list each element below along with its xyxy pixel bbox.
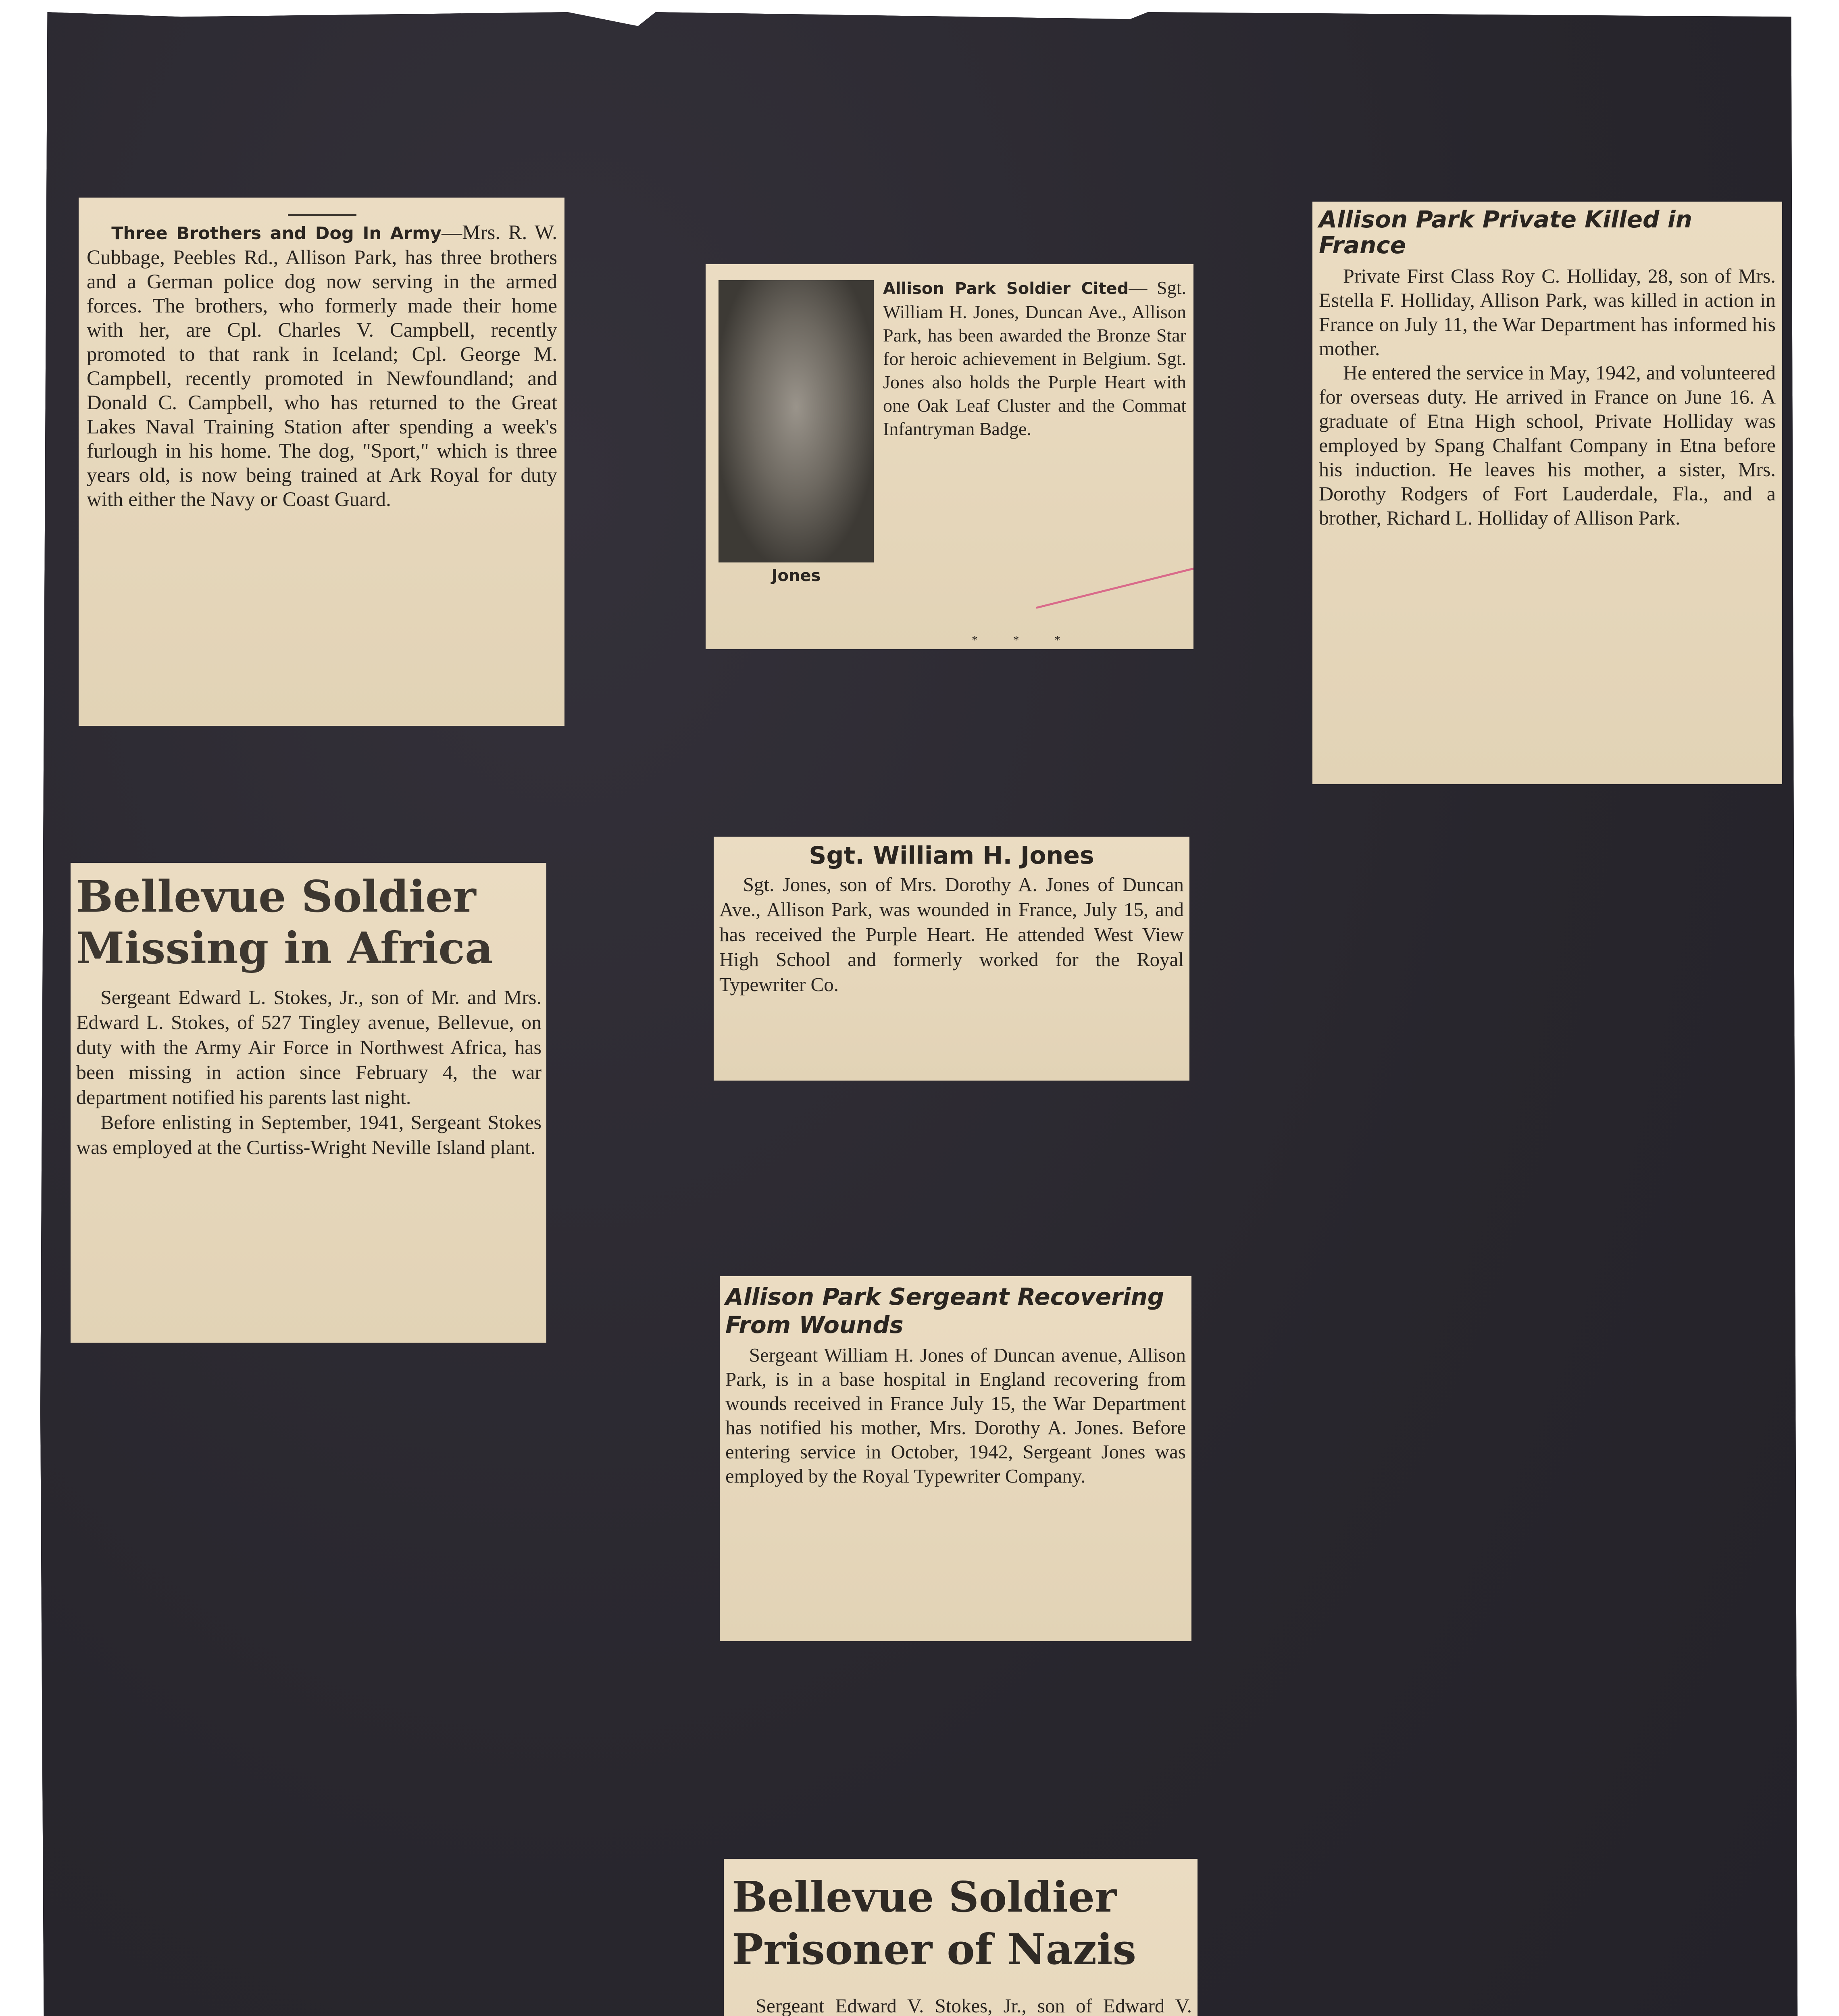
clipping-body — [883, 276, 1186, 441]
clipping-paragraph: Before enlisting in September, 1941, Sergeant Stokes was employed at the Curtiss-Wright Neville Island plant. — [76, 1111, 541, 1158]
clipping-headline: Bellevue Soldier Prisoner of Nazis — [732, 1872, 1137, 1974]
clipping-body-text: — Sgt. William H. Jones, Duncan Ave., Allison Park, has been awarded the Bronze Star for heroic achievement in Belgium. Sgt. Jones also holds the Purple Heart with one Oak Leaf Cluster and the Commat Infantryman Badge. — [883, 277, 1186, 439]
star-ornament: * * * — [972, 633, 1077, 647]
clipping-body: Sgt. Jones, son of Mrs. Dorothy A. Jones of Duncan Ave., Allison Park, was wounded in France, July 15, and has received the Purple Heart. He attended West View High School and formerly worked for the Royal Typewriter Co. — [719, 873, 1184, 996]
clipping-headline: Allison Park Private Killed in France — [1319, 206, 1692, 259]
clipping-recovering-from-wounds — [720, 1276, 1191, 1641]
clipping-three-brothers — [79, 198, 564, 726]
divider-rule — [288, 214, 356, 216]
clipping-headline: Bellevue Soldier Missing in Africa — [76, 871, 494, 974]
clipping-soldier-cited — [706, 264, 1193, 649]
pen-mark — [1036, 552, 1193, 609]
clipping-lead: Three Brothers and Dog In Army — [111, 223, 442, 244]
clipping-body: Sergeant William H. Jones of Duncan avenue, Allison Park, is in a base hospital in England recovering from wounds received in France July 15, the War Department has notified his mother, Mrs. Dorothy A. Jones. Before entering service in October, 1942, Sergeant Jones was employed by the Royal Typewriter Company. — [725, 1344, 1186, 1487]
clipping-paragraph: He entered the service in May, 1942, and volunteered for overseas duty. He arrived in France on June 16. A graduate of Etna High school, Private Holliday was employed by Spang Chalfant Company in Etna before his induction. He leaves his mother, a sister, Mrs. Dorothy Rodgers of Fort Lauderdale, Fla., and a brother, Richard L. Holliday of Allison Park. — [1319, 361, 1776, 529]
portrait-image — [719, 280, 874, 562]
clipping-prisoner-of-nazis — [724, 1859, 1198, 2016]
clipping-headline: Sgt. William H. Jones — [809, 841, 1094, 870]
clipping-sgt-jones — [714, 837, 1189, 1081]
clipping-paragraph: Private First Class Roy C. Holliday, 28, son of Mrs. Estella F. Holliday, Allison Park, was killed in action in France on July 11, the War Department has informed his mother. — [1319, 264, 1776, 360]
photo-caption: Jones — [771, 566, 821, 585]
clipping-missing-in-africa — [71, 863, 546, 1343]
clipping-body-text: —Mrs. R. W. Cubbage, Peebles Rd., Allison Park, has three brothers and a German police dog now serving in the armed forces. The brothers, who formerly made their home with her, are Cpl. Charles V. Campbell, recently promoted to that rank in Iceland; Cpl. George M. Campbell, recently promoted in Newfoundland; and Donald C. Campbell, who has returned to the Great Lakes Naval Training Station after spending a week's furlough in his home. The dog, "Sport," which is three years old, is now being trained at Ark Royal for duty with either the Navy or Coast Guard. — [87, 221, 557, 511]
clipping-paragraph: Sergeant Edward L. Stokes, Jr., son of Mr. and Mrs. Edward L. Stokes, of 527 Tingley avenue, Bellevue, on duty with the Army Air Force in Northwest Africa, has been missing in action since February 4, the war department notified his parents last night. — [76, 986, 541, 1108]
clipping-body: Sergeant Edward V. Stokes, Jr., son of Edward V. — [755, 1995, 1192, 2016]
clipping-headline: Allison Park Sergeant Recovering From Wounds — [725, 1283, 1164, 1339]
clipping-private-killed — [1312, 202, 1782, 784]
clipping-body — [87, 221, 557, 512]
clipping-lead: Allison Park Soldier Cited — [883, 279, 1129, 298]
soldier-photo — [719, 280, 874, 621]
